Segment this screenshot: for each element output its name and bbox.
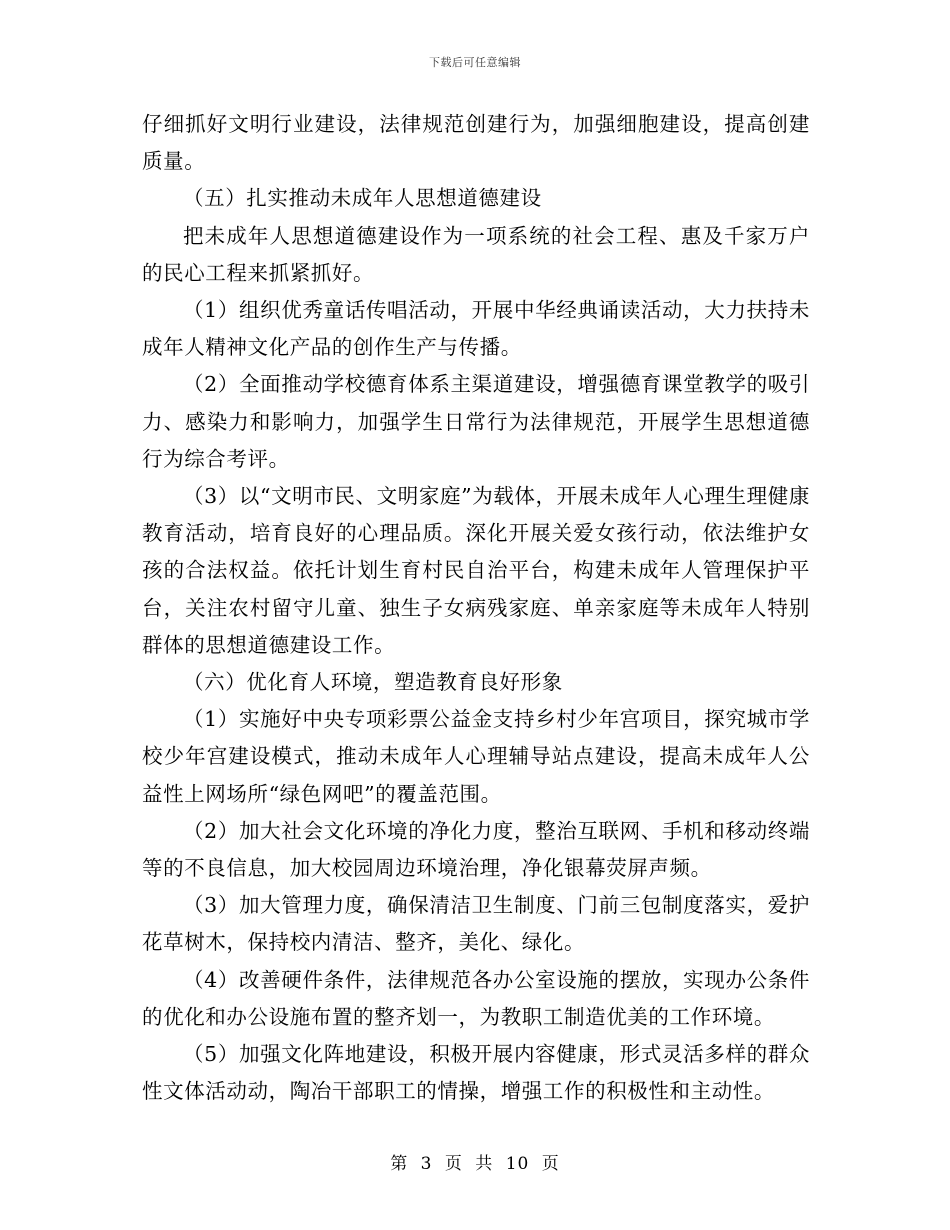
page-header: 下载后可任意编辑	[429, 56, 521, 69]
list-item-paragraph: （2）加大社会文化环境的净化力度，整治互联网、手机和移动终端等的不良信息，加大校园周边环境治理，净化银幕荧屏声频。	[142, 818, 810, 881]
list-item-paragraph: （5）加强文化阵地建设，积极开展内容健康，形式灵活多样的群众性文体活动动，陶冶干部职工的情操，增强工作的积极性和主动性。	[142, 1042, 810, 1104]
page-footer: 第 3 页 共 10 页	[390, 1154, 560, 1174]
list-item-paragraph: （3）以“文明市民、文明家庭”为载体，开展未成年人心理生理健康教育活动，培育良好的心理品质。深化开展关爱女孩行动，依法维护女孩的合法权益。依托计划生育村民自治平台，构建未成年人管理保护平台，关注农村留守儿童、独生子女病残家庭、单亲家庭等未成年人特别群体的思想道德建设工作。	[142, 484, 810, 657]
paragraph: 仔细抓好文明行业建设，法律规范创建行为，加强细胞建设，提高创建质量。	[142, 112, 810, 174]
list-item-paragraph: （2）全面推动学校德育体系主渠道建设，增强德育课堂教学的吸引力、感染力和影响力，加强学生日常行为法律规范，开展学生思想道德行为综合考评。	[142, 372, 810, 471]
list-item-paragraph: （3）加大管理力度，确保清洁卫生制度、门前三包制度落实，爱护花草树木，保持校内清洁、整齐，美化、绿化。	[142, 893, 810, 955]
list-item-paragraph: （1）实施好中央专项彩票公益金支持乡村少年宫项目，探究城市学校少年宫建设模式，推动未成年人心理辅导站点建设，提高未成年人公益性上网场所“绿色网吧”的覆盖范围。	[142, 707, 810, 806]
document-body	[142, 106, 810, 1110]
list-item-paragraph: （4）改善硬件条件，法律规范各办公室设施的摆放，实现办公条件的优化和办公设施布置的整齐划一，为教职工制造优美的工作环境。	[142, 967, 810, 1029]
section-heading: （六）优化育人环境，塑造教育良好形象	[183, 670, 563, 695]
section-heading: （五）扎实推动未成年人思想道德建设	[183, 186, 542, 211]
list-item-paragraph: （1）组织优秀童话传唱活动，开展中华经典诵读活动，大力扶持未成年人精神文化产品的创作生产与传播。	[142, 298, 810, 360]
paragraph: 把未成年人思想道德建设作为一项系统的社会工程、惠及千家万户的民心工程来抓紧抓好。	[142, 223, 810, 285]
